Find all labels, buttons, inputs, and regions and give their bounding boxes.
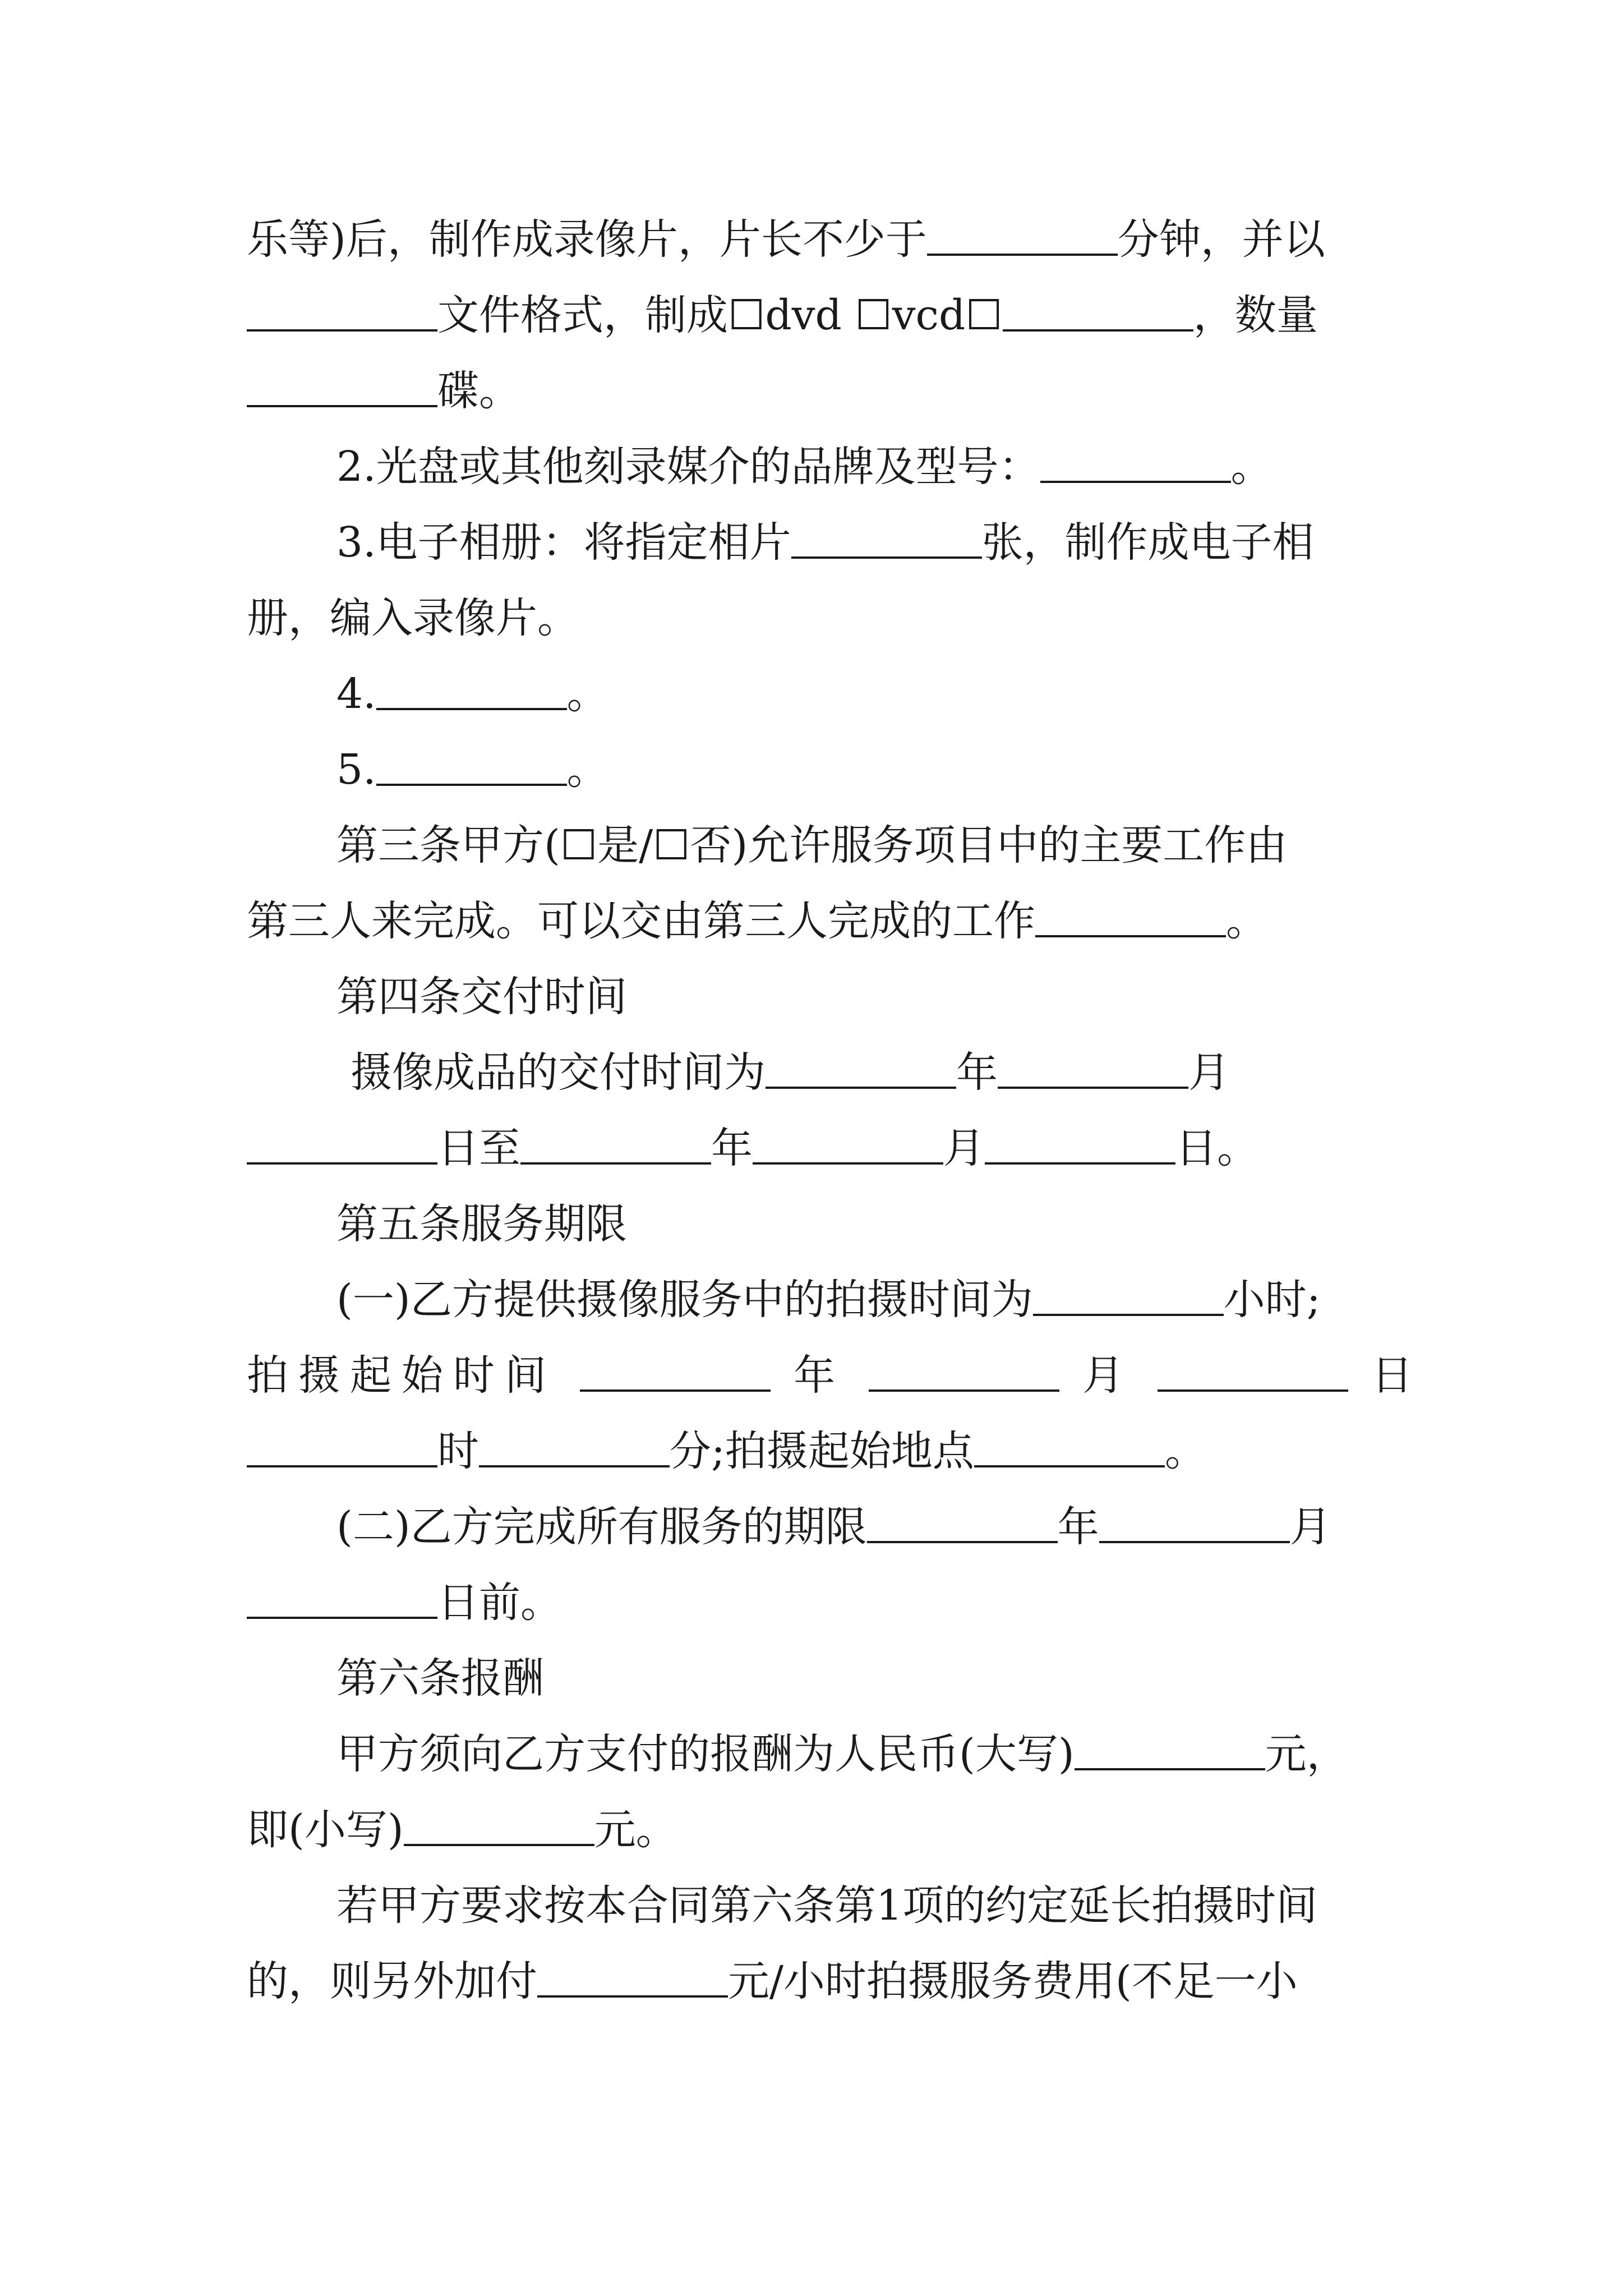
- text-segment: 3.电子相册：将指定相片: [336, 518, 791, 567]
- paragraph-line: [247, 1950, 1298, 2012]
- text-segment: 。: [566, 746, 608, 794]
- text-segment: 。: [1164, 1427, 1206, 1475]
- text-segment: 元。: [594, 1806, 677, 1854]
- fill-blank[interactable]: [1033, 1276, 1224, 1316]
- text-segment: 日。: [1175, 1124, 1258, 1172]
- paragraph-line: [247, 209, 1325, 270]
- text-segment: 摄像成品的交付时间为: [351, 1048, 766, 1097]
- text-segment: 月: [1289, 1503, 1331, 1551]
- paragraph-line: [247, 890, 1267, 952]
- paragraph-line: [247, 1875, 1317, 1936]
- section-heading: [247, 1648, 544, 1709]
- text-segment: 甲方须向乙方支付的报酬为人民币(大写): [336, 1730, 1075, 1778]
- text-segment: 年: [1057, 1503, 1099, 1551]
- text-segment: 第四条交付时间: [336, 973, 627, 1021]
- paragraph-line: [247, 1572, 562, 1634]
- paragraph-line: [247, 1117, 1258, 1179]
- text-segment: 乐等)后，制作成录像片，片长不少于: [247, 215, 927, 264]
- text-segment: (二)乙方完成所有服务的期限: [336, 1503, 867, 1551]
- paragraph-line: [247, 1042, 1230, 1103]
- fill-blank[interactable]: [247, 1428, 437, 1467]
- fill-blank[interactable]: [985, 1125, 1175, 1165]
- paragraph-line: [247, 815, 1287, 876]
- fill-blank[interactable]: [766, 1049, 956, 1089]
- fill-blank[interactable]: [376, 670, 567, 710]
- fill-blank[interactable]: [1035, 898, 1226, 937]
- text-segment: 即(小写): [247, 1806, 404, 1854]
- text-segment: 年: [711, 1124, 753, 1172]
- paragraph-line: [247, 512, 1314, 573]
- text-segment: 分钟，并以: [1117, 215, 1325, 264]
- text-segment: 年: [956, 1048, 998, 1097]
- text-segment: 日至: [437, 1124, 520, 1172]
- text-segment: ，数量: [1193, 291, 1318, 339]
- paragraph-line: [247, 1420, 1206, 1482]
- text-segment: 5.: [336, 746, 376, 794]
- fill-blank[interactable]: [998, 1049, 1188, 1089]
- text-segment: 册，编入录像片。: [247, 594, 579, 642]
- text-segment: 若甲方要求按本合同第六条第1项的约定延长拍摄时间: [336, 1881, 1318, 1930]
- paragraph-line: [247, 1799, 677, 1861]
- text-segment: 小时;: [1223, 1276, 1321, 1324]
- section-heading: [247, 1193, 627, 1255]
- paragraph-line: [247, 739, 608, 800]
- fill-blank[interactable]: [479, 1428, 670, 1467]
- fill-blank[interactable]: [1003, 292, 1193, 332]
- fill-blank[interactable]: [753, 1125, 943, 1165]
- fill-blank[interactable]: [376, 746, 567, 786]
- paragraph-line: [247, 284, 1318, 346]
- text-segment: 。: [1226, 897, 1267, 945]
- fill-blank[interactable]: [247, 1579, 437, 1619]
- fill-blank[interactable]: [404, 1806, 594, 1846]
- text-segment: 月: [1188, 1048, 1230, 1097]
- text-segment: 第六条报酬: [336, 1654, 544, 1703]
- text-segment: 的，则另外加付: [247, 1957, 537, 2005]
- text-segment: 4.: [336, 670, 376, 718]
- fill-blank[interactable]: [927, 216, 1118, 256]
- text-segment: 日前。: [437, 1579, 562, 1627]
- text-segment: 碟。: [437, 367, 520, 415]
- text-segment: 。: [566, 670, 608, 718]
- paragraph-line: [247, 1269, 1321, 1331]
- text-segment: 月: [943, 1124, 985, 1172]
- fill-blank[interactable]: [791, 519, 982, 559]
- fill-blank[interactable]: [974, 1428, 1165, 1467]
- fill-blank[interactable]: [247, 367, 437, 407]
- text-segment: 。: [1230, 443, 1272, 491]
- text-segment: 第五条服务期限: [336, 1200, 627, 1248]
- fill-blank[interactable]: [867, 1503, 1058, 1543]
- text-segment: 文件格式，制成☐dvd ☐vcd☐: [437, 291, 1003, 339]
- paragraph-line: [247, 663, 608, 725]
- paragraph-line: [247, 1723, 1348, 1785]
- text-segment: 元，: [1265, 1730, 1348, 1778]
- text-segment: 拍摄起始时间: [247, 1351, 556, 1400]
- fill-blank[interactable]: [1099, 1503, 1290, 1543]
- fill-blank[interactable]: [247, 292, 437, 332]
- fill-blank[interactable]: [537, 1958, 728, 1998]
- paragraph-line: [247, 360, 520, 422]
- text-segment: (一)乙方提供摄像服务中的拍摄时间为: [336, 1276, 1033, 1324]
- text-segment: 2.光盘或其他刻录媒介的品牌及型号：: [336, 443, 1040, 491]
- text-segment: 年: [794, 1351, 846, 1400]
- text-segment: 日: [1371, 1351, 1423, 1400]
- text-segment: 分;拍摄起始地点: [670, 1427, 974, 1475]
- paragraph-line: [247, 587, 579, 649]
- fill-blank[interactable]: [1040, 443, 1231, 483]
- text-segment: 月: [1082, 1351, 1135, 1400]
- fill-blank[interactable]: [1075, 1731, 1265, 1770]
- paragraph-line: [247, 436, 1272, 498]
- fill-blank[interactable]: [580, 1352, 771, 1392]
- text-segment: 张，制作成电子相: [981, 518, 1314, 567]
- section-heading: [247, 966, 627, 1028]
- text-segment: 第三人来完成。可以交由第三人完成的工作: [247, 897, 1035, 945]
- paragraph-line: [247, 1496, 1331, 1558]
- text-segment: 第三条甲方(☐是/☐否)允许服务项目中的主要工作由: [336, 821, 1288, 869]
- fill-blank[interactable]: [869, 1352, 1059, 1392]
- paragraph-line: [247, 1345, 1423, 1406]
- fill-blank[interactable]: [1158, 1352, 1348, 1392]
- text-segment: 元/小时拍摄服务费用(不足一小: [728, 1957, 1298, 2005]
- fill-blank[interactable]: [520, 1125, 711, 1165]
- fill-blank[interactable]: [247, 1125, 437, 1165]
- text-segment: 时: [437, 1427, 479, 1475]
